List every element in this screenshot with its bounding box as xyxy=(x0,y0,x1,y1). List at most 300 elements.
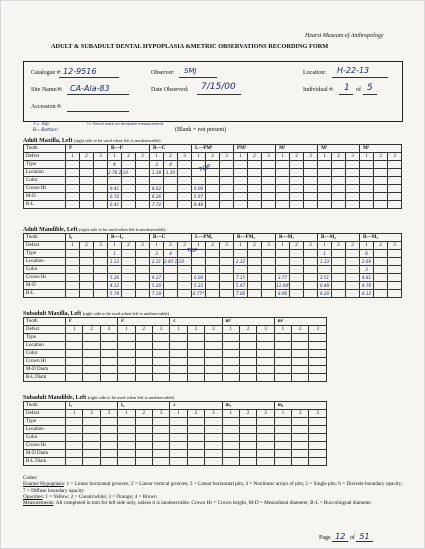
table-cell[interactable] xyxy=(118,374,135,382)
table-cell[interactable]: 1 xyxy=(276,242,290,250)
table-cell[interactable] xyxy=(374,169,388,177)
table-cell[interactable]: 2 xyxy=(187,410,204,418)
table-cell[interactable]: 1.38 xyxy=(150,169,164,177)
table-cell[interactable] xyxy=(222,426,239,434)
table-cell[interactable] xyxy=(205,426,222,434)
table-cell[interactable] xyxy=(388,161,402,169)
table-cell[interactable]: 1 xyxy=(118,326,135,334)
table-cell[interactable] xyxy=(234,250,248,258)
table-cell[interactable] xyxy=(239,450,256,458)
table-cell[interactable] xyxy=(170,374,187,382)
table-cell[interactable]: 1 xyxy=(66,242,80,250)
table-cell[interactable] xyxy=(220,290,234,298)
table-cell[interactable] xyxy=(187,334,204,342)
table-cell[interactable] xyxy=(118,366,135,374)
table-cell[interactable] xyxy=(309,350,326,358)
table-cell[interactable]: 3.77 xyxy=(276,274,290,282)
table-cell[interactable] xyxy=(374,274,388,282)
table-cell[interactable]: 3 xyxy=(360,266,374,274)
table-cell[interactable] xyxy=(205,374,222,382)
table-cell[interactable] xyxy=(80,161,94,169)
table-cell[interactable] xyxy=(220,266,234,274)
table-cell[interactable] xyxy=(83,450,100,458)
table-cell[interactable] xyxy=(309,374,326,382)
table-cell[interactable] xyxy=(122,185,136,193)
table-cell[interactable] xyxy=(136,177,150,185)
table-cell[interactable] xyxy=(304,250,318,258)
table-cell[interactable]: 7.18 xyxy=(150,290,164,298)
table-cell[interactable] xyxy=(360,161,374,169)
table-cell[interactable] xyxy=(192,266,206,274)
table-cell[interactable] xyxy=(83,442,100,450)
table-cell[interactable] xyxy=(122,161,136,169)
table-cell[interactable] xyxy=(100,350,117,358)
table-cell[interactable]: 3 xyxy=(178,242,192,250)
table-cell[interactable]: 2 xyxy=(80,153,94,161)
table-cell[interactable]: 3 xyxy=(309,326,326,334)
table-cell[interactable] xyxy=(83,374,100,382)
table-cell[interactable] xyxy=(360,201,374,209)
table-cell[interactable] xyxy=(309,426,326,434)
table-cell[interactable] xyxy=(80,169,94,177)
table-cell[interactable] xyxy=(118,418,135,426)
table-cell[interactable] xyxy=(332,169,346,177)
table-cell[interactable] xyxy=(346,185,360,193)
table-cell[interactable] xyxy=(187,442,204,450)
table-cell[interactable] xyxy=(205,342,222,350)
table-cell[interactable] xyxy=(66,193,80,201)
table-cell[interactable] xyxy=(187,366,204,374)
table-cell[interactable]: 3 xyxy=(100,410,117,418)
table-cell[interactable] xyxy=(66,458,83,466)
table-cell[interactable] xyxy=(205,350,222,358)
table-cell[interactable]: 2 xyxy=(248,242,262,250)
table-cell[interactable] xyxy=(262,185,276,193)
table-cell[interactable]: 1 xyxy=(234,153,248,161)
table-cell[interactable] xyxy=(234,193,248,201)
table-cell[interactable] xyxy=(257,458,274,466)
table-cell[interactable] xyxy=(234,169,248,177)
table-cell[interactable] xyxy=(309,334,326,342)
table-cell[interactable] xyxy=(122,177,136,185)
table-cell[interactable] xyxy=(274,426,291,434)
table-cell[interactable] xyxy=(205,366,222,374)
table-cell[interactable] xyxy=(205,450,222,458)
table-cell[interactable]: 1 xyxy=(66,326,83,334)
table-cell[interactable] xyxy=(118,358,135,366)
table-cell[interactable] xyxy=(262,201,276,209)
table-cell[interactable]: 1 xyxy=(66,410,83,418)
table-cell[interactable] xyxy=(292,418,309,426)
table-cell[interactable] xyxy=(292,334,309,342)
table-cell[interactable] xyxy=(257,334,274,342)
table-cell[interactable] xyxy=(262,282,276,290)
table-cell[interactable]: 3 xyxy=(262,153,276,161)
table-cell[interactable] xyxy=(66,374,83,382)
table-cell[interactable]: 5.97 xyxy=(234,282,248,290)
table-cell[interactable] xyxy=(80,177,94,185)
table-cell[interactable] xyxy=(257,374,274,382)
table-cell[interactable] xyxy=(135,366,152,374)
table-cell[interactable] xyxy=(178,282,192,290)
table-cell[interactable] xyxy=(66,418,83,426)
table-cell[interactable]: 1 xyxy=(318,242,332,250)
table-cell[interactable] xyxy=(274,350,291,358)
table-cell[interactable] xyxy=(94,161,108,169)
table-cell[interactable] xyxy=(220,201,234,209)
table-cell[interactable] xyxy=(274,358,291,366)
table-cell[interactable] xyxy=(118,434,135,442)
table-cell[interactable] xyxy=(187,374,204,382)
table-cell[interactable]: 3 xyxy=(388,153,402,161)
table-cell[interactable] xyxy=(66,434,83,442)
table-cell[interactable]: 2 xyxy=(332,153,346,161)
table-cell[interactable] xyxy=(220,274,234,282)
table-cell[interactable] xyxy=(309,342,326,350)
table-cell[interactable] xyxy=(152,418,169,426)
table-cell[interactable]: 5.97 xyxy=(192,193,206,201)
table-cell[interactable] xyxy=(292,458,309,466)
table-cell[interactable] xyxy=(290,185,304,193)
table-cell[interactable] xyxy=(178,290,192,298)
table-cell[interactable] xyxy=(304,177,318,185)
table-cell[interactable] xyxy=(66,266,80,274)
table-cell[interactable]: 1 xyxy=(222,326,239,334)
table-cell[interactable] xyxy=(122,250,136,258)
table-cell[interactable]: 2 xyxy=(332,242,346,250)
table-cell[interactable] xyxy=(374,201,388,209)
table-cell[interactable] xyxy=(290,161,304,169)
table-cell[interactable] xyxy=(66,282,80,290)
table-cell[interactable] xyxy=(239,458,256,466)
table-cell[interactable] xyxy=(170,358,187,366)
table-cell[interactable] xyxy=(262,290,276,298)
table-cell[interactable] xyxy=(80,193,94,201)
table-cell[interactable] xyxy=(332,185,346,193)
table-cell[interactable] xyxy=(309,418,326,426)
table-cell[interactable] xyxy=(83,334,100,342)
table-cell[interactable] xyxy=(83,458,100,466)
table-cell[interactable] xyxy=(170,366,187,374)
table-cell[interactable]: 1 xyxy=(234,242,248,250)
table-cell[interactable] xyxy=(164,185,178,193)
table-cell[interactable]: 2 xyxy=(164,153,178,161)
table-cell[interactable] xyxy=(205,442,222,450)
table-cell[interactable] xyxy=(187,426,204,434)
table-cell[interactable] xyxy=(309,458,326,466)
table-cell[interactable] xyxy=(248,169,262,177)
table-cell[interactable] xyxy=(205,434,222,442)
table-cell[interactable]: 3 xyxy=(309,410,326,418)
table-cell[interactable]: 3 xyxy=(178,153,192,161)
table-cell[interactable] xyxy=(164,266,178,274)
table-cell[interactable] xyxy=(206,258,220,266)
table-cell[interactable]: 1 xyxy=(66,153,80,161)
table-cell[interactable] xyxy=(304,282,318,290)
table-cell[interactable] xyxy=(304,201,318,209)
table-cell[interactable]: 1 xyxy=(192,153,206,161)
table-cell[interactable]: 3 xyxy=(262,242,276,250)
table-cell[interactable]: 5.23 xyxy=(192,282,206,290)
table-cell[interactable]: 1 xyxy=(170,326,187,334)
table-cell[interactable] xyxy=(66,426,83,434)
table-cell[interactable] xyxy=(118,426,135,434)
table-cell[interactable]: 8.12 xyxy=(360,290,374,298)
table-cell[interactable] xyxy=(234,201,248,209)
table-cell[interactable]: 9.41 xyxy=(108,185,122,193)
table-cell[interactable] xyxy=(66,366,83,374)
table-cell[interactable] xyxy=(332,274,346,282)
table-cell[interactable] xyxy=(276,185,290,193)
table-cell[interactable] xyxy=(187,350,204,358)
table-cell[interactable] xyxy=(136,169,150,177)
table-cell[interactable]: 3 xyxy=(346,153,360,161)
table-cell[interactable]: 1 xyxy=(222,410,239,418)
table-cell[interactable]: 0.48 xyxy=(318,282,332,290)
table-cell[interactable] xyxy=(164,201,178,209)
table-cell[interactable] xyxy=(136,274,150,282)
table-cell[interactable] xyxy=(360,177,374,185)
table-cell[interactable]: 1 xyxy=(170,410,187,418)
table-cell[interactable]: 3 xyxy=(346,242,360,250)
table-cell[interactable]: 3 xyxy=(150,250,164,258)
table-cell[interactable] xyxy=(80,250,94,258)
table-cell[interactable] xyxy=(304,193,318,201)
table-cell[interactable]: 2 xyxy=(292,326,309,334)
table-cell[interactable] xyxy=(274,450,291,458)
table-cell[interactable] xyxy=(187,358,204,366)
table-cell[interactable] xyxy=(152,458,169,466)
table-cell[interactable]: 5.26 xyxy=(108,274,122,282)
table-cell[interactable] xyxy=(66,274,80,282)
table-cell[interactable] xyxy=(332,258,346,266)
table-cell[interactable] xyxy=(100,458,117,466)
table-cell[interactable] xyxy=(66,250,80,258)
table-cell[interactable] xyxy=(150,266,164,274)
table-cell[interactable] xyxy=(239,418,256,426)
table-cell[interactable] xyxy=(66,258,80,266)
table-cell[interactable] xyxy=(309,366,326,374)
table-cell[interactable] xyxy=(205,458,222,466)
table-cell[interactable] xyxy=(276,161,290,169)
table-cell[interactable]: 5.20 xyxy=(150,282,164,290)
table-cell[interactable] xyxy=(276,177,290,185)
table-cell[interactable] xyxy=(388,274,402,282)
table-cell[interactable] xyxy=(360,185,374,193)
table-cell[interactable] xyxy=(170,418,187,426)
table-cell[interactable] xyxy=(332,201,346,209)
table-cell[interactable]: 1 xyxy=(274,410,291,418)
table-cell[interactable]: 3 xyxy=(257,326,274,334)
table-cell[interactable] xyxy=(388,169,402,177)
table-cell[interactable] xyxy=(100,334,117,342)
table-cell[interactable] xyxy=(164,290,178,298)
table-cell[interactable] xyxy=(136,185,150,193)
table-cell[interactable] xyxy=(164,177,178,185)
table-cell[interactable] xyxy=(346,250,360,258)
table-cell[interactable] xyxy=(122,193,136,201)
table-cell[interactable] xyxy=(192,258,206,266)
table-cell[interactable] xyxy=(80,258,94,266)
table-cell[interactable] xyxy=(164,193,178,201)
table-cell[interactable] xyxy=(187,458,204,466)
table-cell[interactable] xyxy=(388,201,402,209)
table-cell[interactable] xyxy=(234,266,248,274)
table-cell[interactable] xyxy=(83,350,100,358)
table-cell[interactable] xyxy=(332,161,346,169)
table-cell[interactable] xyxy=(152,358,169,366)
table-cell[interactable] xyxy=(318,185,332,193)
table-cell[interactable] xyxy=(304,266,318,274)
table-cell[interactable]: 2 xyxy=(135,326,152,334)
table-cell[interactable] xyxy=(83,426,100,434)
table-cell[interactable] xyxy=(290,282,304,290)
table-cell[interactable] xyxy=(80,266,94,274)
table-cell[interactable] xyxy=(276,258,290,266)
table-cell[interactable] xyxy=(152,334,169,342)
table-cell[interactable] xyxy=(222,434,239,442)
table-cell[interactable] xyxy=(262,193,276,201)
table-cell[interactable] xyxy=(122,266,136,274)
table-cell[interactable] xyxy=(122,290,136,298)
table-cell[interactable] xyxy=(239,442,256,450)
table-cell[interactable] xyxy=(206,250,220,258)
table-cell[interactable] xyxy=(274,334,291,342)
table-cell[interactable]: 2 xyxy=(122,153,136,161)
table-cell[interactable] xyxy=(262,258,276,266)
table-cell[interactable] xyxy=(292,350,309,358)
table-cell[interactable] xyxy=(290,177,304,185)
table-cell[interactable] xyxy=(239,366,256,374)
table-cell[interactable] xyxy=(346,266,360,274)
table-cell[interactable] xyxy=(170,342,187,350)
table-cell[interactable]: 2 xyxy=(239,326,256,334)
table-cell[interactable] xyxy=(248,201,262,209)
table-cell[interactable] xyxy=(135,450,152,458)
table-cell[interactable] xyxy=(118,350,135,358)
table-cell[interactable] xyxy=(360,193,374,201)
table-cell[interactable]: 2 xyxy=(248,153,262,161)
table-cell[interactable] xyxy=(187,434,204,442)
table-cell[interactable]: 9.20 xyxy=(318,290,332,298)
table-cell[interactable] xyxy=(239,434,256,442)
table-cell[interactable]: 1.12 xyxy=(108,258,122,266)
table-cell[interactable] xyxy=(257,426,274,434)
table-cell[interactable]: 1 xyxy=(318,153,332,161)
table-cell[interactable] xyxy=(80,185,94,193)
table-cell[interactable] xyxy=(94,193,108,201)
table-cell[interactable] xyxy=(83,434,100,442)
table-cell[interactable]: 2 xyxy=(187,326,204,334)
table-cell[interactable] xyxy=(100,418,117,426)
table-cell[interactable] xyxy=(170,442,187,450)
table-cell[interactable] xyxy=(100,426,117,434)
table-cell[interactable] xyxy=(66,290,80,298)
table-cell[interactable] xyxy=(274,366,291,374)
table-cell[interactable] xyxy=(239,426,256,434)
table-cell[interactable]: 3 xyxy=(152,410,169,418)
table-cell[interactable] xyxy=(239,334,256,342)
table-cell[interactable]: 3 xyxy=(205,326,222,334)
table-cell[interactable]: 6.72 xyxy=(108,193,122,201)
table-cell[interactable] xyxy=(290,201,304,209)
table-cell[interactable] xyxy=(205,358,222,366)
table-cell[interactable] xyxy=(304,290,318,298)
table-cell[interactable] xyxy=(100,434,117,442)
table-cell[interactable]: 1 xyxy=(108,153,122,161)
table-cell[interactable] xyxy=(374,185,388,193)
table-cell[interactable] xyxy=(222,458,239,466)
table-cell[interactable]: 2 xyxy=(374,242,388,250)
table-cell[interactable] xyxy=(374,282,388,290)
table-cell[interactable] xyxy=(257,450,274,458)
table-cell[interactable] xyxy=(108,266,122,274)
table-cell[interactable] xyxy=(66,350,83,358)
table-cell[interactable] xyxy=(66,161,80,169)
table-cell[interactable]: 2.85 1.10 xyxy=(164,259,185,264)
table-cell[interactable] xyxy=(94,290,108,298)
table-cell[interactable] xyxy=(248,250,262,258)
table-cell[interactable] xyxy=(304,258,318,266)
table-cell[interactable] xyxy=(187,342,204,350)
table-cell[interactable] xyxy=(220,169,234,177)
table-cell[interactable] xyxy=(192,177,206,185)
table-cell[interactable] xyxy=(292,366,309,374)
table-cell[interactable]: 4 xyxy=(108,161,122,169)
table-cell[interactable]: 6.26 xyxy=(150,193,164,201)
table-cell[interactable] xyxy=(66,201,80,209)
table-cell[interactable] xyxy=(122,274,136,282)
table-cell[interactable] xyxy=(150,177,164,185)
table-cell[interactable]: 2 xyxy=(83,410,100,418)
table-cell[interactable] xyxy=(222,350,239,358)
table-cell[interactable] xyxy=(257,434,274,442)
table-cell[interactable] xyxy=(257,350,274,358)
table-cell[interactable]: 3 xyxy=(388,242,402,250)
table-cell[interactable] xyxy=(122,201,136,209)
table-cell[interactable] xyxy=(248,266,262,274)
table-cell[interactable] xyxy=(222,358,239,366)
table-cell[interactable] xyxy=(205,334,222,342)
table-cell[interactable] xyxy=(206,266,220,274)
table-cell[interactable]: 1 xyxy=(150,153,164,161)
table-cell[interactable] xyxy=(332,177,346,185)
table-cell[interactable]: 2 xyxy=(374,153,388,161)
table-cell[interactable] xyxy=(274,374,291,382)
table-cell[interactable] xyxy=(304,185,318,193)
table-cell[interactable]: 0.00 xyxy=(192,185,206,193)
table-cell[interactable] xyxy=(122,282,136,290)
table-cell[interactable] xyxy=(178,161,192,169)
table-cell[interactable] xyxy=(94,274,108,282)
table-cell[interactable] xyxy=(290,169,304,177)
table-cell[interactable] xyxy=(332,193,346,201)
table-cell[interactable] xyxy=(118,442,135,450)
table-cell[interactable]: 3.51 xyxy=(318,274,332,282)
table-cell[interactable]: 2 xyxy=(83,326,100,334)
table-cell[interactable] xyxy=(248,177,262,185)
table-cell[interactable] xyxy=(257,442,274,450)
table-cell[interactable] xyxy=(66,342,83,350)
table-cell[interactable]: 3 xyxy=(220,242,234,250)
table-cell[interactable] xyxy=(170,426,187,434)
table-cell[interactable] xyxy=(164,274,178,282)
table-cell[interactable] xyxy=(118,334,135,342)
table-cell[interactable] xyxy=(332,290,346,298)
table-cell[interactable] xyxy=(290,193,304,201)
table-cell[interactable] xyxy=(290,250,304,258)
table-cell[interactable] xyxy=(205,418,222,426)
